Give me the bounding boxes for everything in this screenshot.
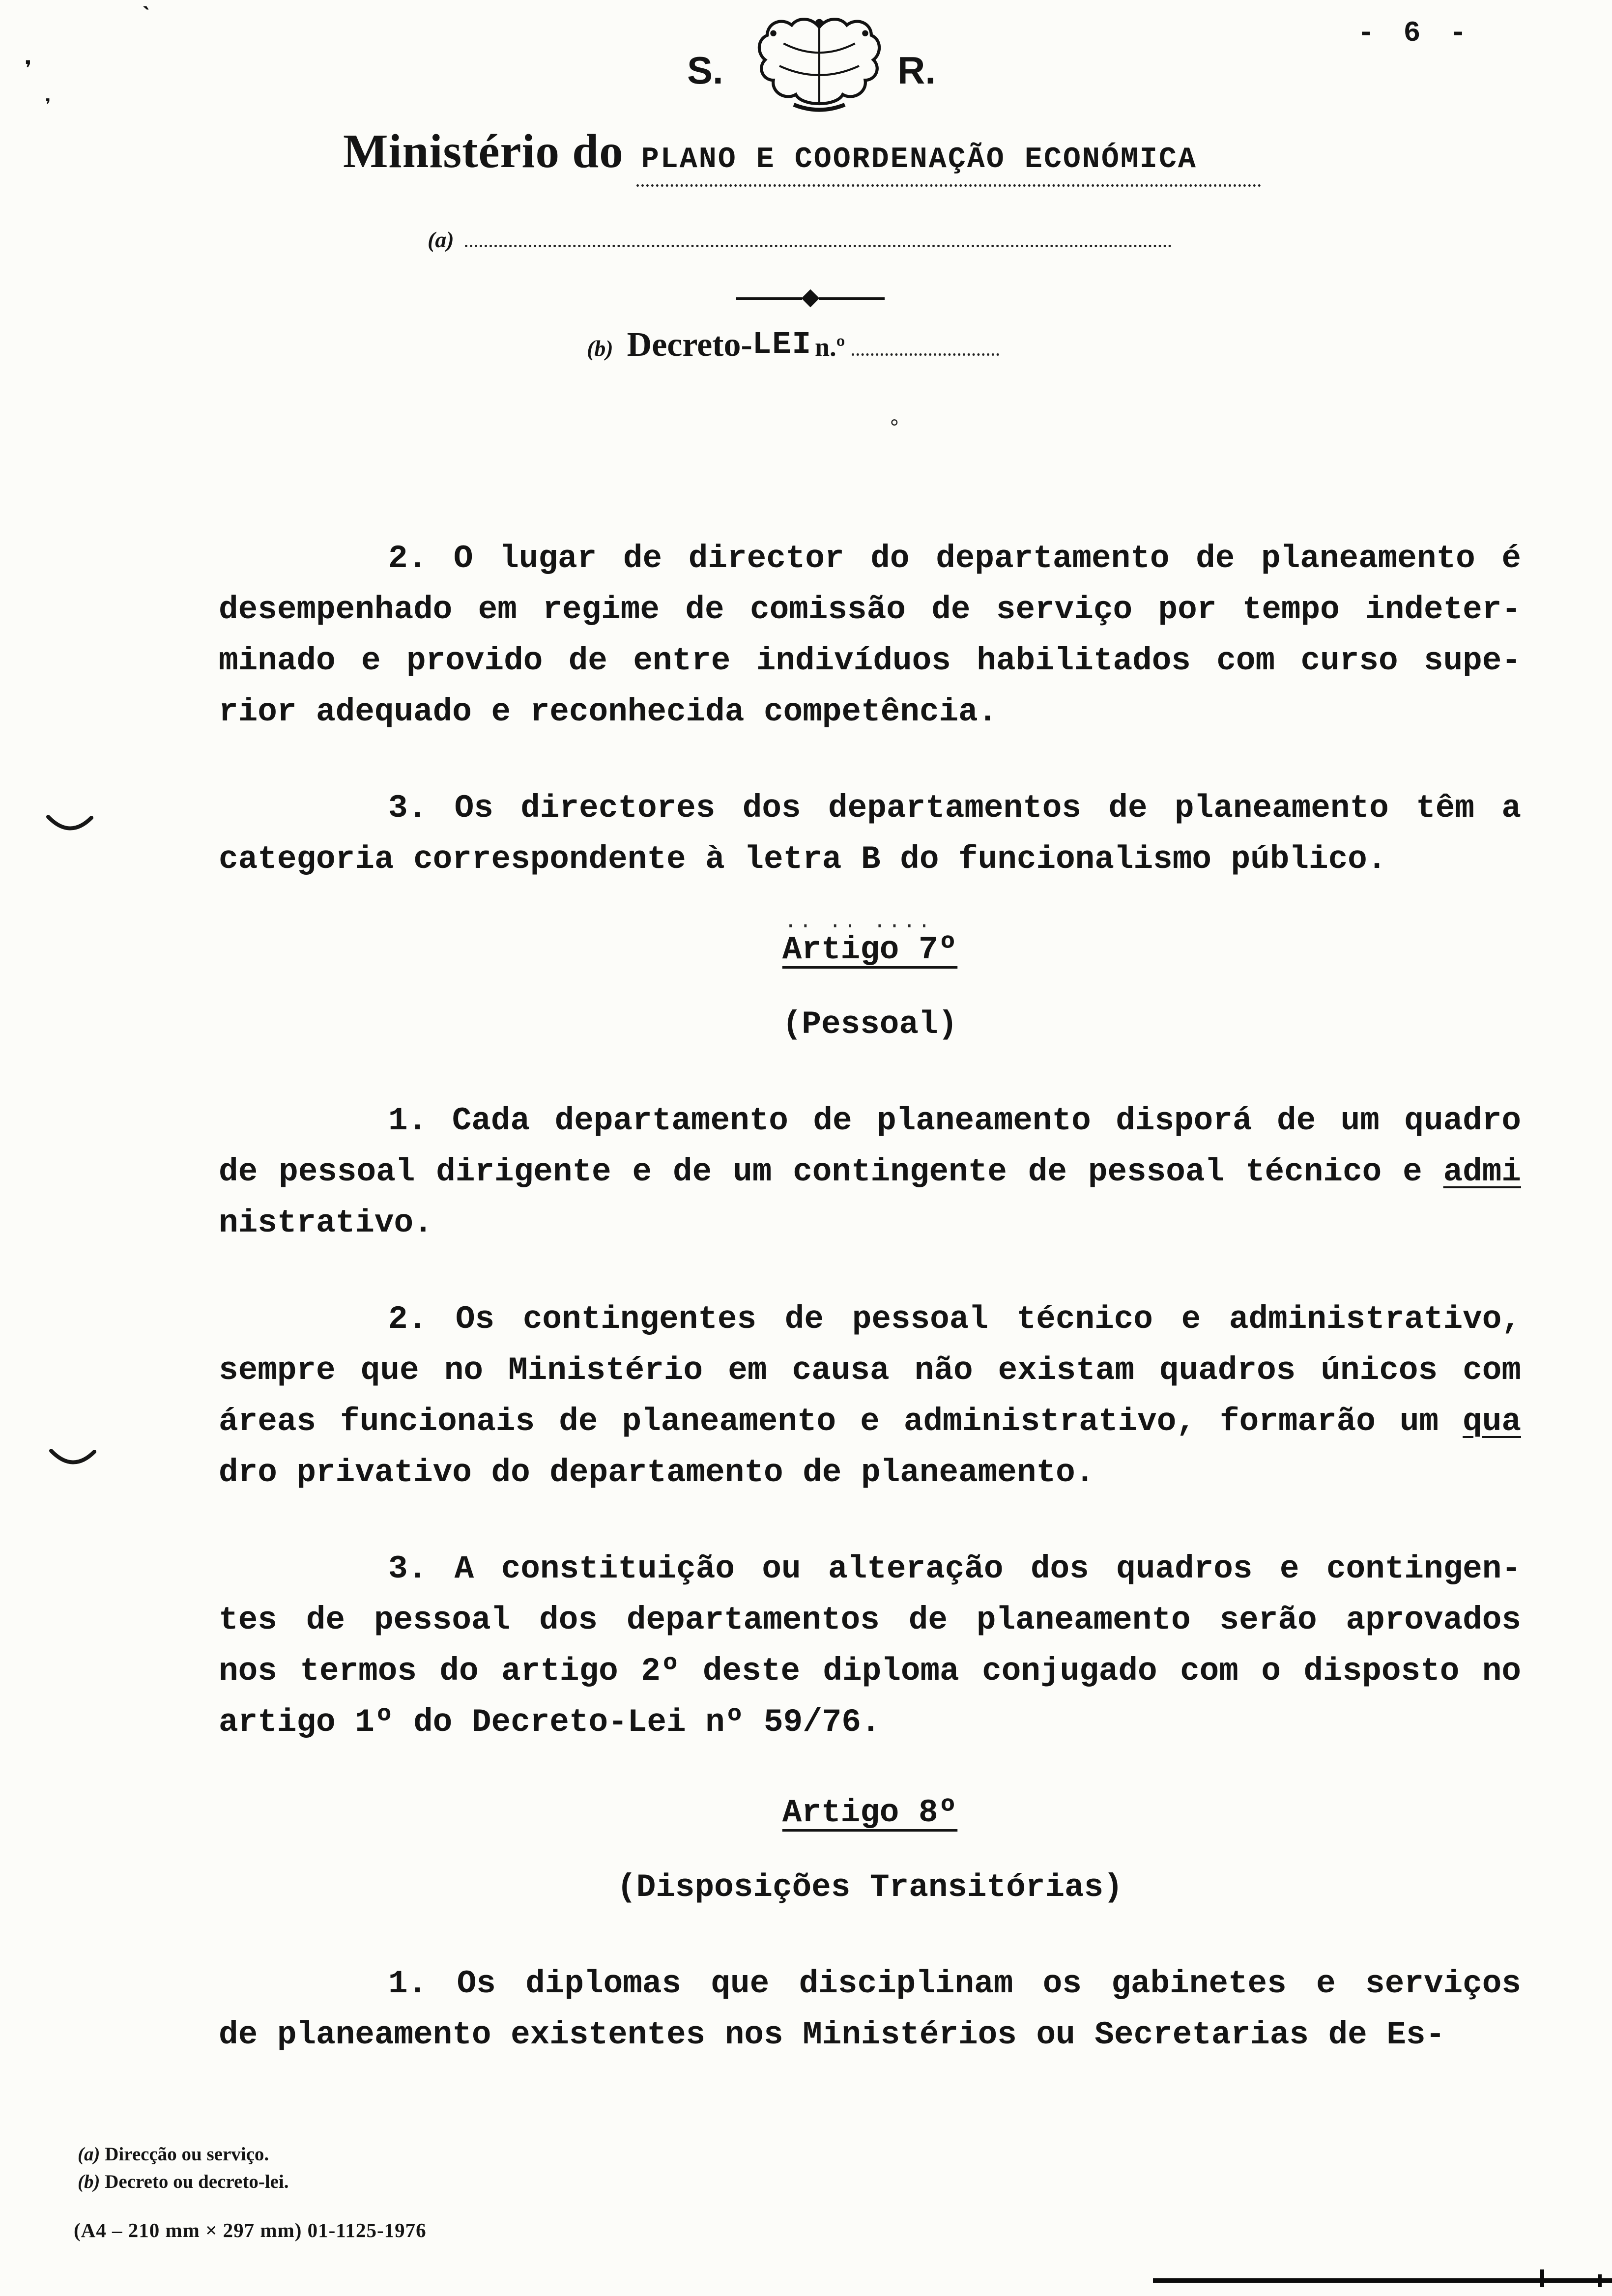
dotted-fill-line [465,219,1172,247]
body-line: rior adequado e reconhecida competência. [219,693,998,730]
paragraph [219,783,1521,885]
paragraph [219,533,1521,738]
bottom-rule-tick [1540,2269,1544,2287]
body-line: de pessoal dirigente e de um contingente de pessoal técnico e admi [219,1153,1521,1190]
bottom-rule-tick [1598,2274,1602,2287]
footnotes [78,2141,289,2196]
field-a-row [428,219,1172,253]
ink-mark: ❜ [20,57,36,88]
ink-mark: ❜ [41,96,55,121]
ink-mark: .. .. .... [784,910,933,934]
decree-typed-word: LEI [752,327,812,363]
dotted-fill-line [852,332,999,356]
body-line: artigo 1º do Decreto-Lei nº 59/76. [219,1704,881,1741]
page-number: - 6 - [1357,18,1473,50]
coat-of-arms-emblem [753,13,886,115]
footnote-b [78,2168,289,2196]
paragraph [219,1095,1521,1249]
body-line: 1. Os diplomas que disciplinam os gabinetes e serviços [388,1965,1521,2002]
document-body [219,533,1521,2061]
handwritten-check-mark [45,812,94,840]
paragraph [219,1958,1521,2061]
ink-mark: ˋ [139,4,154,32]
body-line: 2. Os contingentes de pessoal técnico e administrativo, [388,1301,1521,1338]
paragraph [219,1544,1521,1748]
body-line: 3. Os directores dos departamentos de planeamento têm a [388,790,1521,827]
divider-rule-right [819,297,885,300]
article-heading: Artigo 7º [782,931,958,968]
ink-mark: ° [888,416,901,441]
article-subheading: (Pessoal) [782,1006,958,1043]
body-line: tes de pessoal dos departamentos de planeamento serão aprovados [219,1602,1521,1638]
article-heading: Artigo 8º [782,1794,958,1831]
diamond-ornament [802,289,820,308]
decree-title-row [587,325,999,366]
body-line: dro privativo do departamento de planeamento. [219,1454,1095,1491]
letterhead-initial-r: R. [897,49,936,92]
decree-number-label: n.º [815,332,845,362]
print-reference: (A4 – 210 mm × 297 mm) 01-1125-1976 [74,2219,427,2241]
body-line: áreas funcionais de planeamento e administrativo, formarão um qua [219,1403,1521,1440]
decree-printed-word: Decreto- [627,326,752,364]
section-divider [736,292,885,305]
body-line: 1. Cada departamento de planeamento disporá de um quadro [388,1102,1521,1139]
body-line: minado e provido de entre indivíduos habilitados com curso supe- [219,642,1521,679]
body-line: sempre que no Ministério em causa não existam quadros únicos com [219,1352,1521,1389]
divider-rule-left [736,297,802,300]
ministry-line [343,124,1261,187]
footnote-a-label: (a) [78,2144,100,2165]
body-line: categoria correspondente à letra B do funcionalismo público. [219,841,1387,878]
ministry-printed-label: Ministério do [343,125,624,177]
footnote-b-label: (b) [78,2171,100,2192]
body-line: desempenhado em regime de comissão de serviço por tempo indeter- [219,591,1521,628]
body-line: nos termos do artigo 2º deste diploma conjugado com o disposto no [219,1653,1521,1690]
body-line: 3. A constituição ou alteração dos quadros e contingen- [388,1550,1521,1587]
handwritten-check-mark [48,1446,97,1474]
underlined-word-fragment: qua [1463,1403,1521,1440]
body-line: 2. O lugar de director do departamento de planeamento é [388,540,1521,577]
footnote-a-text: Direcção ou serviço. [105,2144,269,2165]
footnote-a [78,2141,289,2168]
paragraph [219,1294,1521,1498]
underlined-word-fragment: admi [1443,1153,1521,1190]
ministry-name-typed: PLANO E COORDENAÇÃO ECONÓMICA [636,143,1261,187]
body-line: nistrativo. [219,1205,433,1241]
field-b-label: (b) [587,336,613,361]
field-a-label: (a) [428,227,454,252]
letterhead-initial-s: S. [687,49,723,92]
body-line: de planeamento existentes nos Ministérios ou Secretarias de Es- [219,2016,1445,2053]
article-subheading: (Disposições Transitórias) [617,1869,1123,1906]
footnote-b-text: Decreto ou decreto-lei. [105,2171,289,2192]
